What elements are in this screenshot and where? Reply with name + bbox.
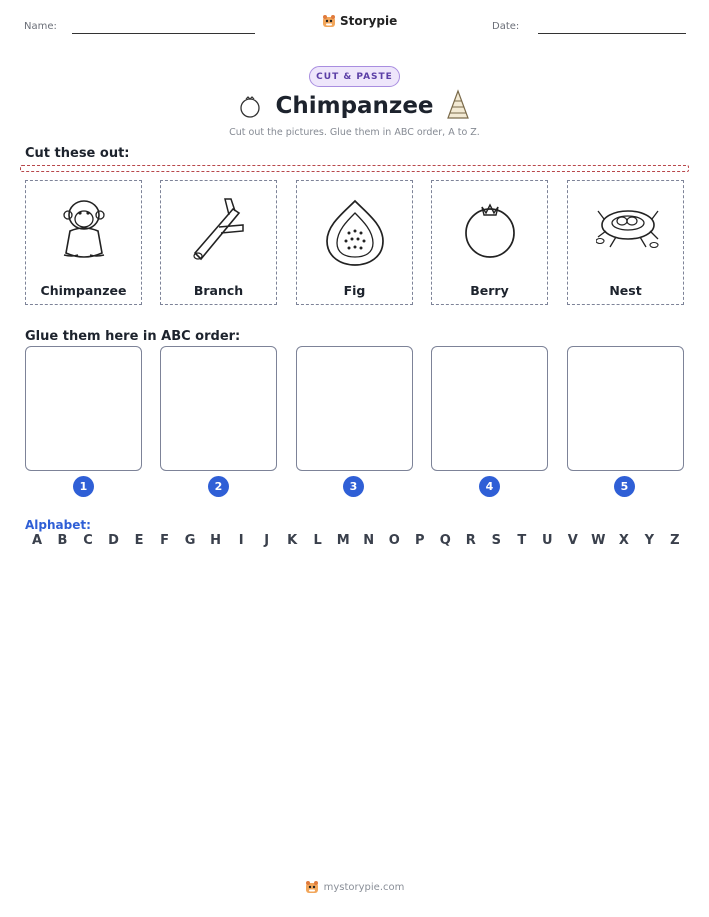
card-label: Berry bbox=[470, 283, 509, 298]
cut-line bbox=[20, 165, 689, 172]
berry-icon bbox=[460, 191, 520, 271]
brand-logo bbox=[322, 14, 397, 28]
slot-number-2: 2 bbox=[208, 476, 229, 497]
alphabet-label: Alphabet: bbox=[25, 518, 91, 532]
cut-section-heading: Cut these out: bbox=[25, 146, 130, 161]
alphabet-letter: O bbox=[388, 533, 400, 548]
alphabet-letter: U bbox=[542, 533, 553, 548]
alphabet-letter: Z bbox=[670, 533, 680, 548]
alphabet-letter: A bbox=[31, 533, 43, 548]
instructions: Cut out the pictures. Glue them in ABC order, A to Z. bbox=[229, 127, 480, 138]
glue-slot-4[interactable] bbox=[431, 346, 548, 471]
alphabet-letter: L bbox=[313, 533, 322, 548]
footer-url[interactable]: mystorypie.com bbox=[323, 881, 405, 893]
picture-card-fig[interactable] bbox=[296, 180, 413, 305]
name-line[interactable] bbox=[72, 33, 255, 34]
nest-decoration-icon bbox=[444, 89, 472, 121]
chimpanzee-icon bbox=[54, 191, 114, 271]
alphabet-letter: C bbox=[83, 533, 93, 548]
alphabet-letter: X bbox=[618, 533, 629, 548]
date-line[interactable] bbox=[538, 33, 686, 34]
glue-slot-5[interactable] bbox=[567, 346, 684, 471]
slot-number-3: 3 bbox=[343, 476, 364, 497]
glue-section-heading: Glue them here in ABC order: bbox=[25, 329, 241, 344]
alphabet-letter: N bbox=[363, 533, 375, 548]
date-label: Date: bbox=[492, 21, 520, 32]
alphabet-letter: E bbox=[134, 533, 144, 548]
picture-card-branch[interactable] bbox=[160, 180, 277, 305]
alphabet-letter: K bbox=[287, 533, 298, 548]
alphabet-letter: Y bbox=[644, 533, 655, 548]
glue-slot-1[interactable] bbox=[25, 346, 142, 471]
brand-name: Storypie bbox=[340, 14, 398, 28]
picture-card-chimpanzee[interactable] bbox=[25, 180, 142, 305]
alphabet-letter: H bbox=[210, 533, 222, 548]
storypie-mascot-icon bbox=[305, 880, 319, 894]
branch-icon bbox=[189, 191, 249, 271]
alphabet-letter: J bbox=[264, 533, 270, 548]
alphabet-letter: W bbox=[591, 533, 606, 548]
cut-and-paste-badge: CUT & PASTE bbox=[309, 66, 400, 87]
alphabet-letter: P bbox=[414, 533, 425, 548]
alphabet-row bbox=[28, 533, 684, 548]
nest-icon bbox=[596, 191, 660, 271]
storypie-mascot-icon bbox=[322, 14, 336, 28]
alphabet-letter: R bbox=[465, 533, 476, 548]
slot-number-4: 4 bbox=[479, 476, 500, 497]
glue-slot-3[interactable] bbox=[296, 346, 413, 471]
alphabet-letter: F bbox=[160, 533, 170, 548]
picture-card-nest[interactable] bbox=[567, 180, 684, 305]
slot-number-5: 5 bbox=[614, 476, 635, 497]
glue-slot-2[interactable] bbox=[160, 346, 277, 471]
card-label: Branch bbox=[193, 283, 244, 298]
alphabet-letter: B bbox=[57, 533, 68, 548]
card-label: Nest bbox=[609, 283, 642, 298]
fig-icon bbox=[325, 191, 385, 271]
card-label: Fig bbox=[343, 283, 366, 298]
alphabet-letter: I bbox=[238, 533, 244, 548]
slot-number-1: 1 bbox=[73, 476, 94, 497]
alphabet-letter: G bbox=[184, 533, 196, 548]
alphabet-letter: D bbox=[108, 533, 119, 548]
alphabet-letter: V bbox=[567, 533, 578, 548]
picture-card-berry[interactable] bbox=[431, 180, 548, 305]
page-title: Chimpanzee bbox=[275, 93, 434, 119]
name-label: Name: bbox=[24, 21, 57, 32]
alphabet-letter: T bbox=[517, 533, 527, 548]
card-label: Chimpanzee bbox=[40, 283, 127, 298]
footer bbox=[0, 880, 709, 894]
alphabet-letter: M bbox=[336, 533, 350, 548]
alphabet-letter: Q bbox=[439, 533, 451, 548]
alphabet-letter: S bbox=[491, 533, 501, 548]
